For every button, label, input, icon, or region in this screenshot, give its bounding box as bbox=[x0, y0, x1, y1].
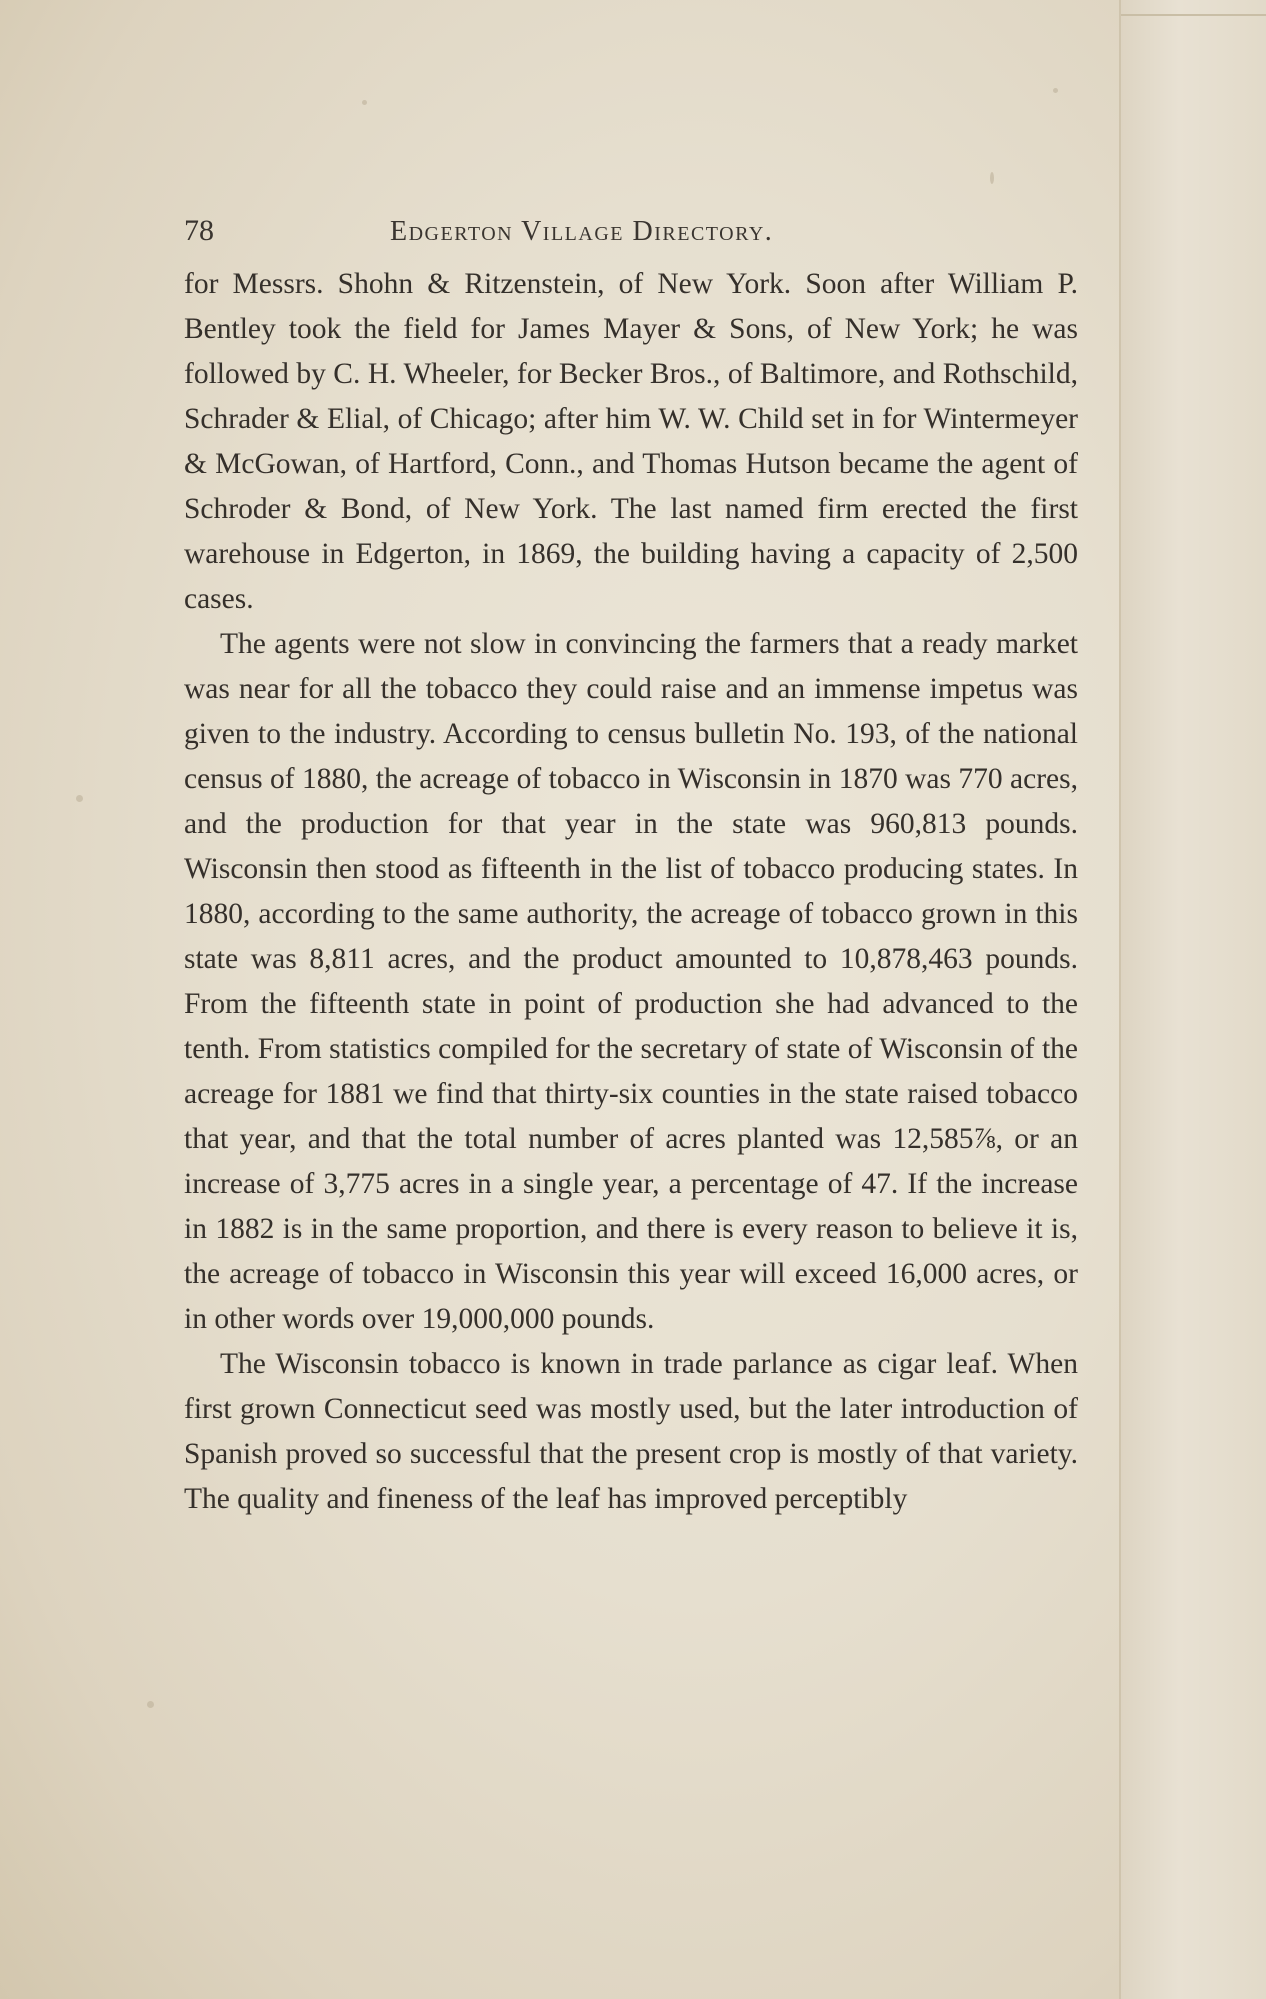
page-edge-strip bbox=[1119, 0, 1266, 1999]
body-text bbox=[184, 262, 1078, 1522]
page-header bbox=[182, 214, 1082, 254]
paragraph: for Messrs. Shohn & Ritzenstein, of New York. Soon after William P. Bentley took the field for James Mayer & Sons, of New York; he was followed by C. H. Wheeler, for Becker Bros., of Baltimore, and Rothschild, Schrader & Elial, of Chicago; after him W. W. Child set in for Wintermeyer & McGowan, of Hartford, Conn., and Thomas Hutson became the agent of Schroder & Bond, of New York. The last named firm erected the first warehouse in Edgerton, in 1869, the building having a capacity of 2,500 cases. bbox=[184, 268, 1078, 615]
page-number: 78 bbox=[184, 214, 214, 247]
ink-speck bbox=[362, 100, 367, 105]
paragraph: The agents were not slow in convincing the farmers that a ready market was near for all the tobacco they could raise and an immense impetus was given to the industry. According to census bulletin No. 193, of the national census of 1880, the acreage of tobacco in Wisconsin in 1870 was 770 acres, and the production for that year in the state was 960,813 pounds. Wisconsin then stood as fifteenth in the list of tobacco producing states. In 1880, according to the same authority, the acreage of tobacco grown in this state was 8,811 acres, and the product amounted to 10,878,463 pounds. From the fifteenth state in point of production she had advanced to the tenth. From statistics compiled for the secretary of state of Wisconsin of the acreage for 1881 we find that thirty-six counties in the state raised tobacco that year, and that the total number of acres planted was 12,585⅞, or an increase of 3,775 acres in a single year, a percentage of 47. If the increase in 1882 is in the same proportion, and there is every reason to believe it is, the acreage of tobacco in Wisconsin this year will exceed 16,000 acres, or in other words over 19,000,000 pounds. bbox=[184, 628, 1078, 1335]
running-title: Edgerton Village Directory. bbox=[390, 216, 774, 247]
ink-speck bbox=[1053, 88, 1058, 93]
ink-speck bbox=[990, 172, 994, 184]
ink-speck bbox=[147, 1701, 154, 1708]
paragraph: The Wisconsin tobacco is known in trade parlance as cigar leaf. When first grown Connecticut seed was mostly used, but the later introduction of Spanish proved so successful that the present crop is mostly of that variety. The quality and fineness of the leaf has improved perceptibly bbox=[184, 1348, 1078, 1515]
ink-speck bbox=[76, 795, 83, 802]
